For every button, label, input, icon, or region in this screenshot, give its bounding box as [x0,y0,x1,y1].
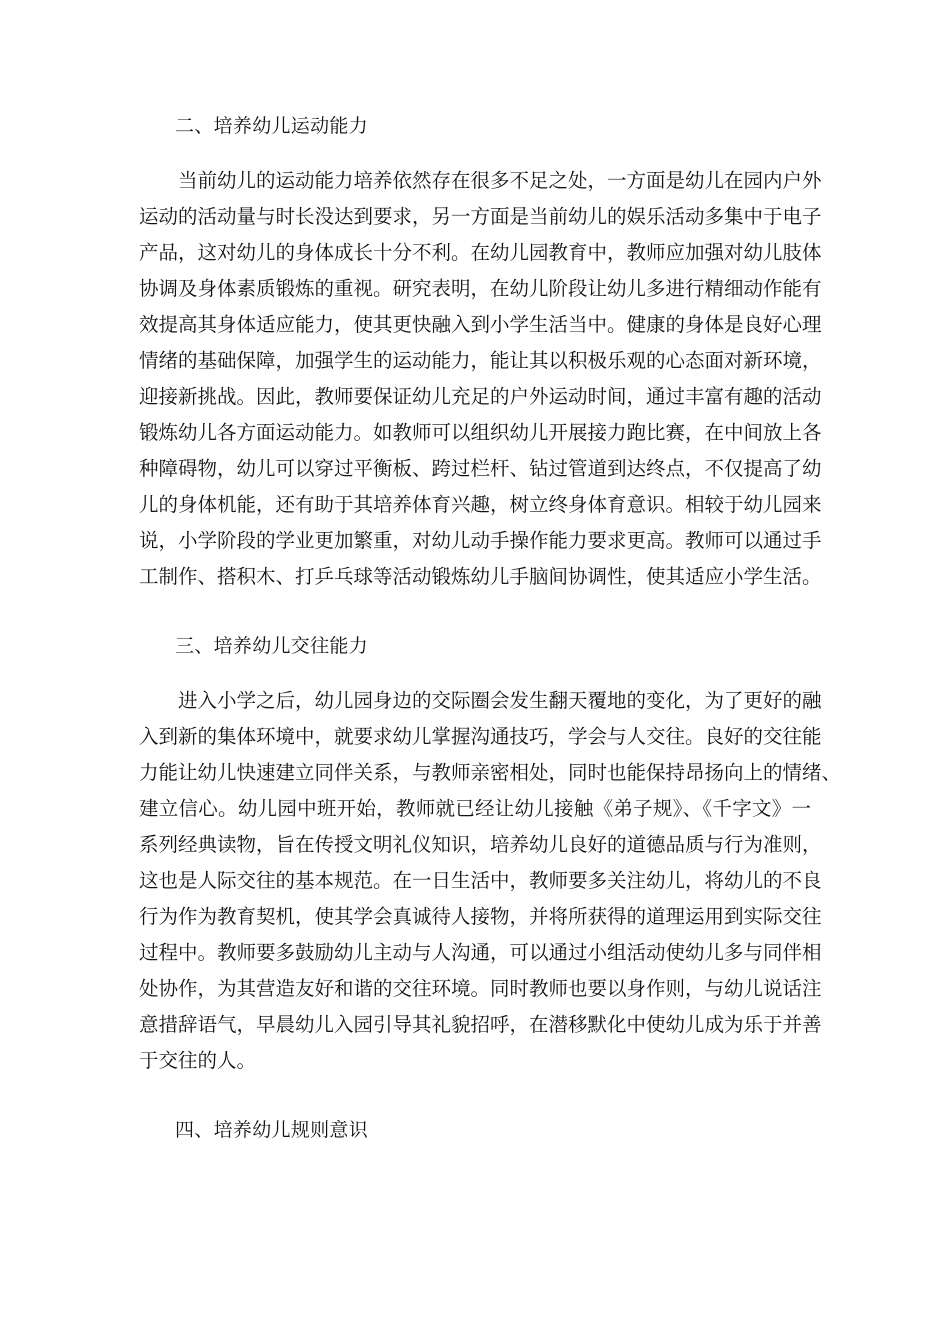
paragraph-line: 情绪的基础保障，加强学生的运动能力，能让其以积极乐观的心态面对新环境， [139,349,822,372]
paragraph-line: 系列经典读物，旨在传授文明礼仪知识，培养幼儿良好的道德品质与行为准则， [139,833,822,856]
paragraph-line: 意措辞语气，早晨幼儿入园引导其礼貌招呼，在潜移默化中使幼儿成为乐于并善 [139,1013,822,1036]
paragraph-line: 运动的活动量与时长没达到要求，另一方面是当前幼儿的娱乐活动多集中于电子 [139,205,822,228]
paragraph-line: 效提高其身体适应能力，使其更快融入到小学生活当中。健康的身体是良好心理 [139,313,822,336]
paragraph-line: 迎接新挑战。因此，教师要保证幼儿充足的户外运动时间，通过丰富有趣的活动 [139,385,822,408]
paragraph-line: 种障碍物，幼儿可以穿过平衡板、跨过栏杆、钻过管道到达终点，不仅提高了幼 [139,457,822,480]
paragraph-line: 协调及身体素质锻炼的重视。研究表明，在幼儿阶段让幼儿多进行精细动作能有 [139,277,822,300]
paragraph-line: 儿的身体机能，还有助于其培养体育兴趣，树立终身体育意识。相较于幼儿园来 [139,493,822,516]
paragraph-line: 当前幼儿的运动能力培养依然存在很多不足之处，一方面是幼儿在园内户外 [178,169,822,192]
paragraph-line: 入到新的集体环境中，就要求幼儿掌握沟通技巧，学会与人交往。良好的交往能 [139,725,822,748]
paragraph-line: 力能让幼儿快速建立同伴关系，与教师亲密相处，同时也能保持昂扬向上的情绪、 [139,761,842,784]
paragraph-motor [139,163,822,595]
paragraph-line: 工制作、搭积木、打乒乓球等活动锻炼幼儿手脑间协调性，使其适应小学生活。 [139,565,822,588]
paragraph-line: 产品，这对幼儿的身体成长十分不利。在幼儿园教育中，教师应加强对幼儿肢体 [139,241,822,264]
paragraph-line: 说，小学阶段的学业更加繁重，对幼儿动手操作能力要求更高。教师可以通过手 [139,529,822,552]
paragraph-line: 过程中。教师要多鼓励幼儿主动与人沟通，可以通过小组活动使幼儿多与同伴相 [139,941,822,964]
section-heading-social: 三、培养幼儿交往能力 [175,635,369,657]
paragraph-line: 锻炼幼儿各方面运动能力。如教师可以组织幼儿开展接力跑比赛，在中间放上各 [139,421,822,444]
section-heading-rules: 四、培养幼儿规则意识 [175,1119,369,1141]
paragraph-line: 于交往的人。 [139,1049,257,1072]
paragraph-social [139,683,842,1079]
paragraph-line: 处协作，为其营造友好和谐的交往环境。同时教师也要以身作则，与幼儿说话注 [139,977,822,1000]
paragraph-line: 建立信心。幼儿园中班开始，教师就已经让幼儿接触《弟子规》、《千字文》一 [139,797,811,820]
paragraph-line: 进入小学之后，幼儿园身边的交际圈会发生翻天覆地的变化，为了更好的融 [178,689,822,712]
section-heading-motor: 二、培养幼儿运动能力 [175,115,369,137]
paragraph-line: 行为作为教育契机，使其学会真诚待人接物，并将所获得的道理运用到实际交往 [139,905,822,928]
paragraph-line: 这也是人际交往的基本规范。在一日生活中，教师要多关注幼儿，将幼儿的不良 [139,869,822,892]
